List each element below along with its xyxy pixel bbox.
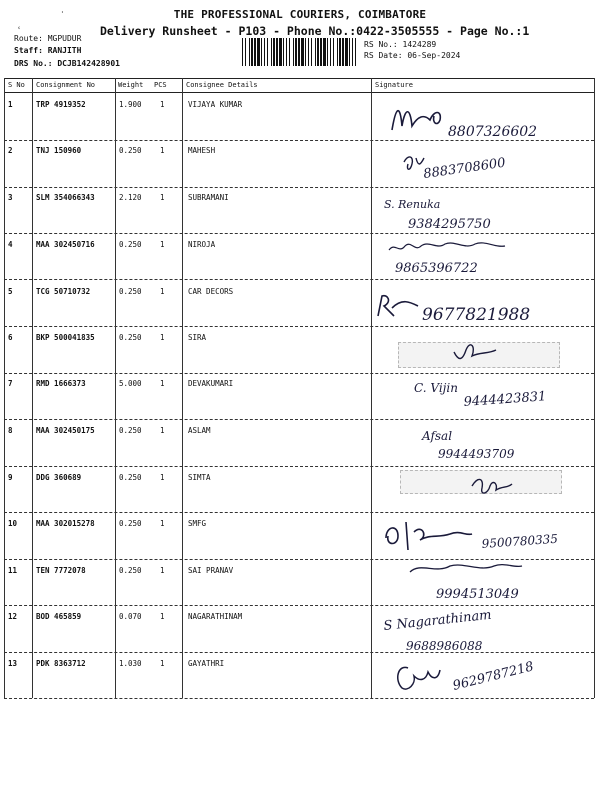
row-consignee: SIMTA xyxy=(188,473,211,482)
signature-phone: 9994513049 xyxy=(436,587,519,602)
row-sno: 6 xyxy=(8,333,13,342)
barcode-bar xyxy=(330,38,331,66)
barcode-bar xyxy=(339,38,341,66)
barcode xyxy=(242,38,356,66)
signature-name: S Nagarathinam xyxy=(382,607,493,634)
drs-number: DRS No.: DCJB142428901 xyxy=(14,59,120,68)
row-pcs: 1 xyxy=(160,379,165,388)
barcode-bar xyxy=(355,38,356,66)
row-sno: 9 xyxy=(8,473,13,482)
row-weight: 1.030 xyxy=(119,659,142,668)
barcode-bar xyxy=(311,38,312,66)
signature-row-12 xyxy=(380,608,580,654)
row-consignee: DEVAKUMARI xyxy=(188,379,234,388)
signature-row-7 xyxy=(412,374,592,418)
row-divider xyxy=(4,512,594,513)
row-sno: 8 xyxy=(8,426,13,435)
barcode-bar xyxy=(327,38,328,66)
row-weight: 5.000 xyxy=(119,379,142,388)
row-consignee: SIRA xyxy=(188,333,207,342)
barcode-bar xyxy=(349,38,350,66)
row-consignee: CAR DECORS xyxy=(188,287,234,296)
row-consignment: RMD 1666373 xyxy=(36,379,86,388)
row-weight: 0.250 xyxy=(119,566,142,575)
barcode-bar xyxy=(261,38,262,66)
barcode-bar xyxy=(249,38,250,66)
signature-row-4 xyxy=(385,236,565,278)
barcode-bar xyxy=(293,38,294,66)
row-pcs: 1 xyxy=(160,287,165,296)
row-consignment: DDG 360689 xyxy=(36,473,82,482)
column-header-consignee: Consignee Details xyxy=(186,81,258,89)
barcode-bar xyxy=(315,38,316,66)
staff-label: Staff: RANJITH xyxy=(14,46,82,55)
row-sno: 13 xyxy=(8,659,18,668)
barcode-bar xyxy=(295,38,297,66)
rs-number: RS No.: 1424289 xyxy=(364,40,437,49)
row-sno: 5 xyxy=(8,287,13,296)
barcode-bar xyxy=(323,38,326,66)
row-consignment: SLM 354066343 xyxy=(36,193,95,202)
row-pcs: 1 xyxy=(160,566,165,575)
row-weight: 0.250 xyxy=(119,146,142,155)
signature-phone: 9865396722 xyxy=(395,261,478,276)
row-consignment: TRP 4919352 xyxy=(36,100,86,109)
row-consignee: NIROJA xyxy=(188,240,216,249)
row-consignment: BOD 465859 xyxy=(36,612,82,621)
header-bottom-rule xyxy=(4,92,594,93)
row-consignment: MAA 302015278 xyxy=(36,519,95,528)
barcode-bar xyxy=(308,38,309,66)
row-weight: 0.250 xyxy=(119,426,142,435)
barcode-bar xyxy=(273,38,275,66)
column-header-weight: Weight xyxy=(118,81,144,89)
signature-row-3 xyxy=(380,192,560,236)
column-separator xyxy=(594,78,595,698)
row-consignee: MAHESH xyxy=(188,146,216,155)
row-weight: 2.120 xyxy=(119,193,142,202)
barcode-bar xyxy=(251,38,253,66)
row-divider xyxy=(4,419,594,420)
rs-date: RS Date: 06-Sep-2024 xyxy=(364,51,461,60)
column-header-pcs: PCS xyxy=(154,81,167,89)
signature-phone: 9944493709 xyxy=(438,447,515,461)
company-name: THE PROFESSIONAL COURIERS, COIMBATORE xyxy=(173,8,427,21)
row-divider xyxy=(4,187,594,188)
row-consignee: VIJAYA KUMAR xyxy=(188,100,243,109)
signature-row-1 xyxy=(378,96,578,140)
barcode-bar xyxy=(257,38,260,66)
signature-phone: 9629787218 xyxy=(451,659,536,694)
barcode-bar xyxy=(279,38,282,66)
row-pcs: 1 xyxy=(160,333,165,342)
row-consignee: SMFG xyxy=(188,519,207,528)
corner-mark-2: ʿ xyxy=(16,26,23,37)
row-sno: 7 xyxy=(8,379,13,388)
row-sno: 10 xyxy=(8,519,18,528)
barcode-bar xyxy=(337,38,338,66)
barcode-bar xyxy=(286,38,287,66)
row-pcs: 1 xyxy=(160,100,165,109)
barcode-bar xyxy=(298,38,300,66)
barcode-bar xyxy=(301,38,304,66)
barcode-bar xyxy=(305,38,306,66)
barcode-bar xyxy=(317,38,319,66)
signature-name: C. Vijin xyxy=(414,381,458,395)
column-header-sno: S No xyxy=(8,81,25,89)
column-header-signature: Signature xyxy=(375,81,413,89)
signature-name: Afsal xyxy=(422,429,453,443)
row-sno: 11 xyxy=(8,566,18,575)
row-pcs: 1 xyxy=(160,519,165,528)
row-weight: 0.250 xyxy=(119,333,142,342)
barcode-bar xyxy=(320,38,322,66)
row-pcs: 1 xyxy=(160,612,165,621)
signature-phone: 8807326602 xyxy=(448,124,538,140)
barcode-bar xyxy=(352,38,353,66)
row-weight: 1.900 xyxy=(119,100,142,109)
row-divider xyxy=(4,605,594,606)
row-consignment: TNJ 150960 xyxy=(36,146,82,155)
barcode-bar xyxy=(333,38,334,66)
row-consignee: GAYATHRI xyxy=(188,659,225,668)
column-header-consignment: Consignment No xyxy=(36,81,96,89)
signature-row-9 xyxy=(468,470,528,500)
barcode-bar xyxy=(242,38,243,66)
signature-phone: 9444423831 xyxy=(463,389,547,410)
row-consignment: TEN 7772078 xyxy=(36,566,86,575)
row-pcs: 1 xyxy=(160,659,165,668)
row-pcs: 1 xyxy=(160,146,165,155)
corner-mark: ʿ xyxy=(60,10,65,19)
signature-row-2 xyxy=(398,140,568,184)
row-consignee: SUBRAMANI xyxy=(188,193,229,202)
row-consignment: MAA 302450175 xyxy=(36,426,95,435)
signature-phone: 9384295750 xyxy=(408,217,491,232)
signature-row-6 xyxy=(450,336,530,370)
barcode-bar xyxy=(289,38,290,66)
row-sno: 12 xyxy=(8,612,18,621)
row-consignment: PDK 8363712 xyxy=(36,659,86,668)
row-divider xyxy=(4,279,594,280)
row-pcs: 1 xyxy=(160,193,165,202)
signature-row-5 xyxy=(374,288,584,328)
row-consignment: TCG 50710732 xyxy=(36,287,91,296)
signature-row-8 xyxy=(418,424,588,468)
row-consignment: MAA 302450716 xyxy=(36,240,95,249)
barcode-bar xyxy=(267,38,268,66)
row-consignment: BKP 500041835 xyxy=(36,333,95,342)
row-consignee: ASLAM xyxy=(188,426,211,435)
barcode-bar xyxy=(345,38,348,66)
signature-name: S. Renuka xyxy=(384,198,441,211)
signature-row-13 xyxy=(388,652,588,700)
row-weight: 0.250 xyxy=(119,473,142,482)
signature-phone: 9677821988 xyxy=(422,305,531,325)
row-weight: 0.070 xyxy=(119,612,142,621)
signature-phone: 9500780335 xyxy=(481,531,559,551)
row-sno: 3 xyxy=(8,193,13,202)
barcode-bar xyxy=(271,38,272,66)
route-label: Route: MGPUDUR xyxy=(14,34,82,43)
signature-row-10 xyxy=(380,514,590,560)
barcode-bar xyxy=(283,38,284,66)
runsheet-title: Delivery Runsheet - P103 - Phone No.:0422-3505555 - Page No.:1 xyxy=(100,24,530,38)
row-pcs: 1 xyxy=(160,426,165,435)
row-consignee: NAGARATHINAM xyxy=(188,612,243,621)
row-sno: 4 xyxy=(8,240,13,249)
row-pcs: 1 xyxy=(160,240,165,249)
row-weight: 0.250 xyxy=(119,240,142,249)
barcode-bar xyxy=(245,38,246,66)
row-sno: 2 xyxy=(8,146,13,155)
barcode-bar xyxy=(254,38,256,66)
row-consignee: SAI PRANAV xyxy=(188,566,234,575)
row-sno: 1 xyxy=(8,100,13,109)
barcode-bar xyxy=(342,38,344,66)
row-weight: 0.250 xyxy=(119,519,142,528)
row-weight: 0.250 xyxy=(119,287,142,296)
signature-row-11 xyxy=(400,558,580,604)
signature-phone: 8883708600 xyxy=(422,155,507,182)
barcode-bar xyxy=(276,38,278,66)
row-pcs: 1 xyxy=(160,473,165,482)
signature-phone: 9688986088 xyxy=(406,639,483,653)
barcode-bar xyxy=(264,38,265,66)
